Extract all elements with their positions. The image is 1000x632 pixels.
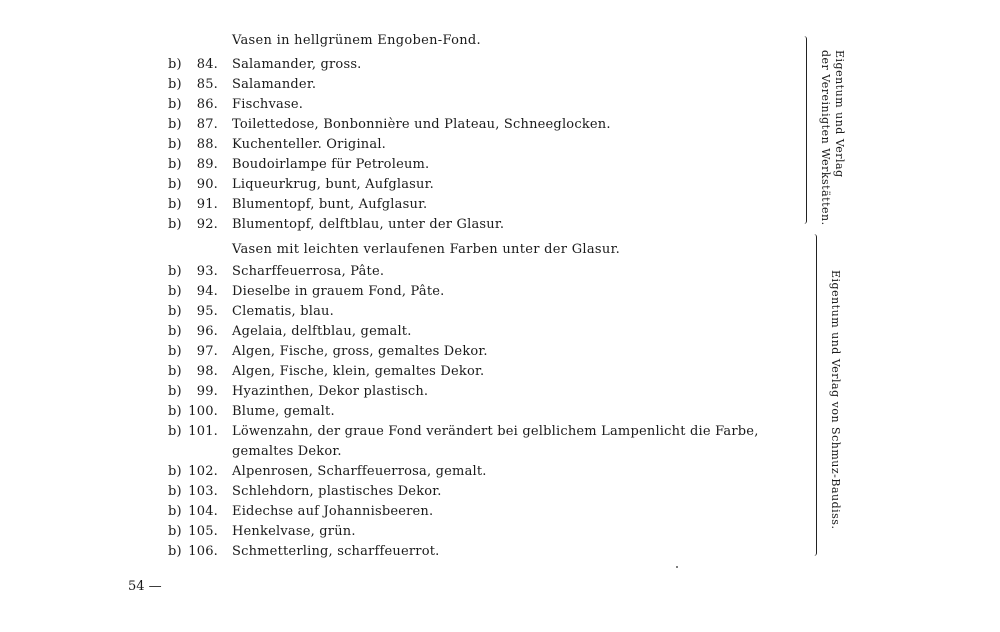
- section-heading-engoben: Vasen in hellgrünem Engoben-Fond.: [232, 33, 481, 48]
- item-number: 92.: [196, 217, 218, 232]
- item-description: Schlehdorn, plastisches Dekor.: [232, 484, 442, 499]
- item-mark: b): [168, 197, 182, 212]
- item-mark: b): [168, 544, 182, 559]
- item-mark: b): [168, 97, 182, 112]
- bracket-section-1: [804, 36, 807, 224]
- item-mark: b): [168, 284, 182, 299]
- item-mark: b): [168, 177, 182, 192]
- item-description: Algen, Fische, gross, gemaltes Dekor.: [232, 344, 488, 359]
- print-speck: [676, 566, 678, 568]
- item-number: 89.: [196, 157, 218, 172]
- item-description: Blumentopf, delftblau, unter der Glasur.: [232, 217, 505, 232]
- item-description: Alpenrosen, Scharffeuerrosa, gemalt.: [232, 464, 487, 479]
- item-description: Schmetterling, scharffeuerrot.: [232, 544, 440, 559]
- item-number: 87.: [196, 117, 218, 132]
- page-number: 54 —: [128, 579, 162, 594]
- item-description: Toilettedose, Bonbonnière und Plateau, Schneeglocken.: [232, 117, 611, 132]
- item-mark: b): [168, 304, 182, 319]
- item-description: Fischvase.: [232, 97, 304, 112]
- item-number: 94.: [196, 284, 218, 299]
- item-number: 91.: [196, 197, 218, 212]
- item-number: 97.: [196, 344, 218, 359]
- item-description: Kuchenteller. Original.: [232, 137, 387, 152]
- sidebar-note-line: Eigentum und Verlag: [833, 50, 846, 178]
- item-number: 104.: [188, 504, 218, 519]
- item-description: Agelaia, delftblau, gemalt.: [232, 324, 412, 339]
- item-description: Hyazinthen, Dekor plastisch.: [232, 384, 429, 399]
- item-number: 101.: [188, 424, 218, 439]
- sidebar-note-vereinigte-werkstaetten: [818, 50, 846, 225]
- item-description-continued: gemaltes Dekor.: [232, 444, 342, 459]
- item-mark: b): [168, 117, 182, 132]
- sidebar-note-line: der Vereinigten Werkstätten.: [819, 50, 832, 226]
- item-mark: b): [168, 324, 182, 339]
- item-description: Blume, gemalt.: [232, 404, 335, 419]
- item-mark: b): [168, 364, 182, 379]
- item-description: Boudoirlampe für Petroleum.: [232, 157, 430, 172]
- item-number: 88.: [196, 137, 218, 152]
- item-description: Algen, Fische, klein, gemaltes Dekor.: [232, 364, 485, 379]
- item-number: 105.: [188, 524, 218, 539]
- item-mark: b): [168, 137, 182, 152]
- item-mark: b): [168, 77, 182, 92]
- item-description: Löwenzahn, der graue Fond verändert bei gelblichem Lampenlicht die Farbe,: [232, 424, 759, 439]
- item-description: Scharffeuerrosa, Pâte.: [232, 264, 385, 279]
- item-description: Dieselbe in grauem Fond, Pâte.: [232, 284, 445, 299]
- bracket-section-2: [814, 234, 817, 556]
- item-mark: b): [168, 404, 182, 419]
- item-number: 106.: [188, 544, 218, 559]
- item-number: 95.: [196, 304, 218, 319]
- item-description: Salamander, gross.: [232, 57, 362, 72]
- item-mark: b): [168, 464, 182, 479]
- item-description: Salamander.: [232, 77, 317, 92]
- item-mark: b): [168, 424, 182, 439]
- item-mark: b): [168, 217, 182, 232]
- item-mark: b): [168, 384, 182, 399]
- item-mark: b): [168, 504, 182, 519]
- item-number: 90.: [196, 177, 218, 192]
- item-mark: b): [168, 157, 182, 172]
- item-description: Henkelvase, grün.: [232, 524, 356, 539]
- item-mark: b): [168, 264, 182, 279]
- item-mark: b): [168, 57, 182, 72]
- item-mark: b): [168, 344, 182, 359]
- item-number: 102.: [188, 464, 218, 479]
- item-number: 98.: [196, 364, 218, 379]
- item-description: Clematis, blau.: [232, 304, 334, 319]
- item-number: 84.: [196, 57, 218, 72]
- sidebar-note-schmuz-baudiss: [828, 270, 842, 530]
- item-number: 86.: [196, 97, 218, 112]
- section-heading-verlaufen: Vasen mit leichten verlaufenen Farben unter der Glasur.: [232, 242, 621, 257]
- item-number: 99.: [196, 384, 218, 399]
- item-number: 96.: [196, 324, 218, 339]
- item-description: Liqueurkrug, bunt, Aufglasur.: [232, 177, 434, 192]
- sidebar-note-line: Eigentum und Verlag von Schmuz-Baudiss.: [829, 270, 842, 530]
- item-description: Blumentopf, bunt, Aufglasur.: [232, 197, 428, 212]
- item-number: 93.: [196, 264, 218, 279]
- item-number: 100.: [188, 404, 218, 419]
- item-mark: b): [168, 484, 182, 499]
- item-mark: b): [168, 524, 182, 539]
- item-description: Eidechse auf Johannisbeeren.: [232, 504, 434, 519]
- item-number: 103.: [188, 484, 218, 499]
- item-number: 85.: [196, 77, 218, 92]
